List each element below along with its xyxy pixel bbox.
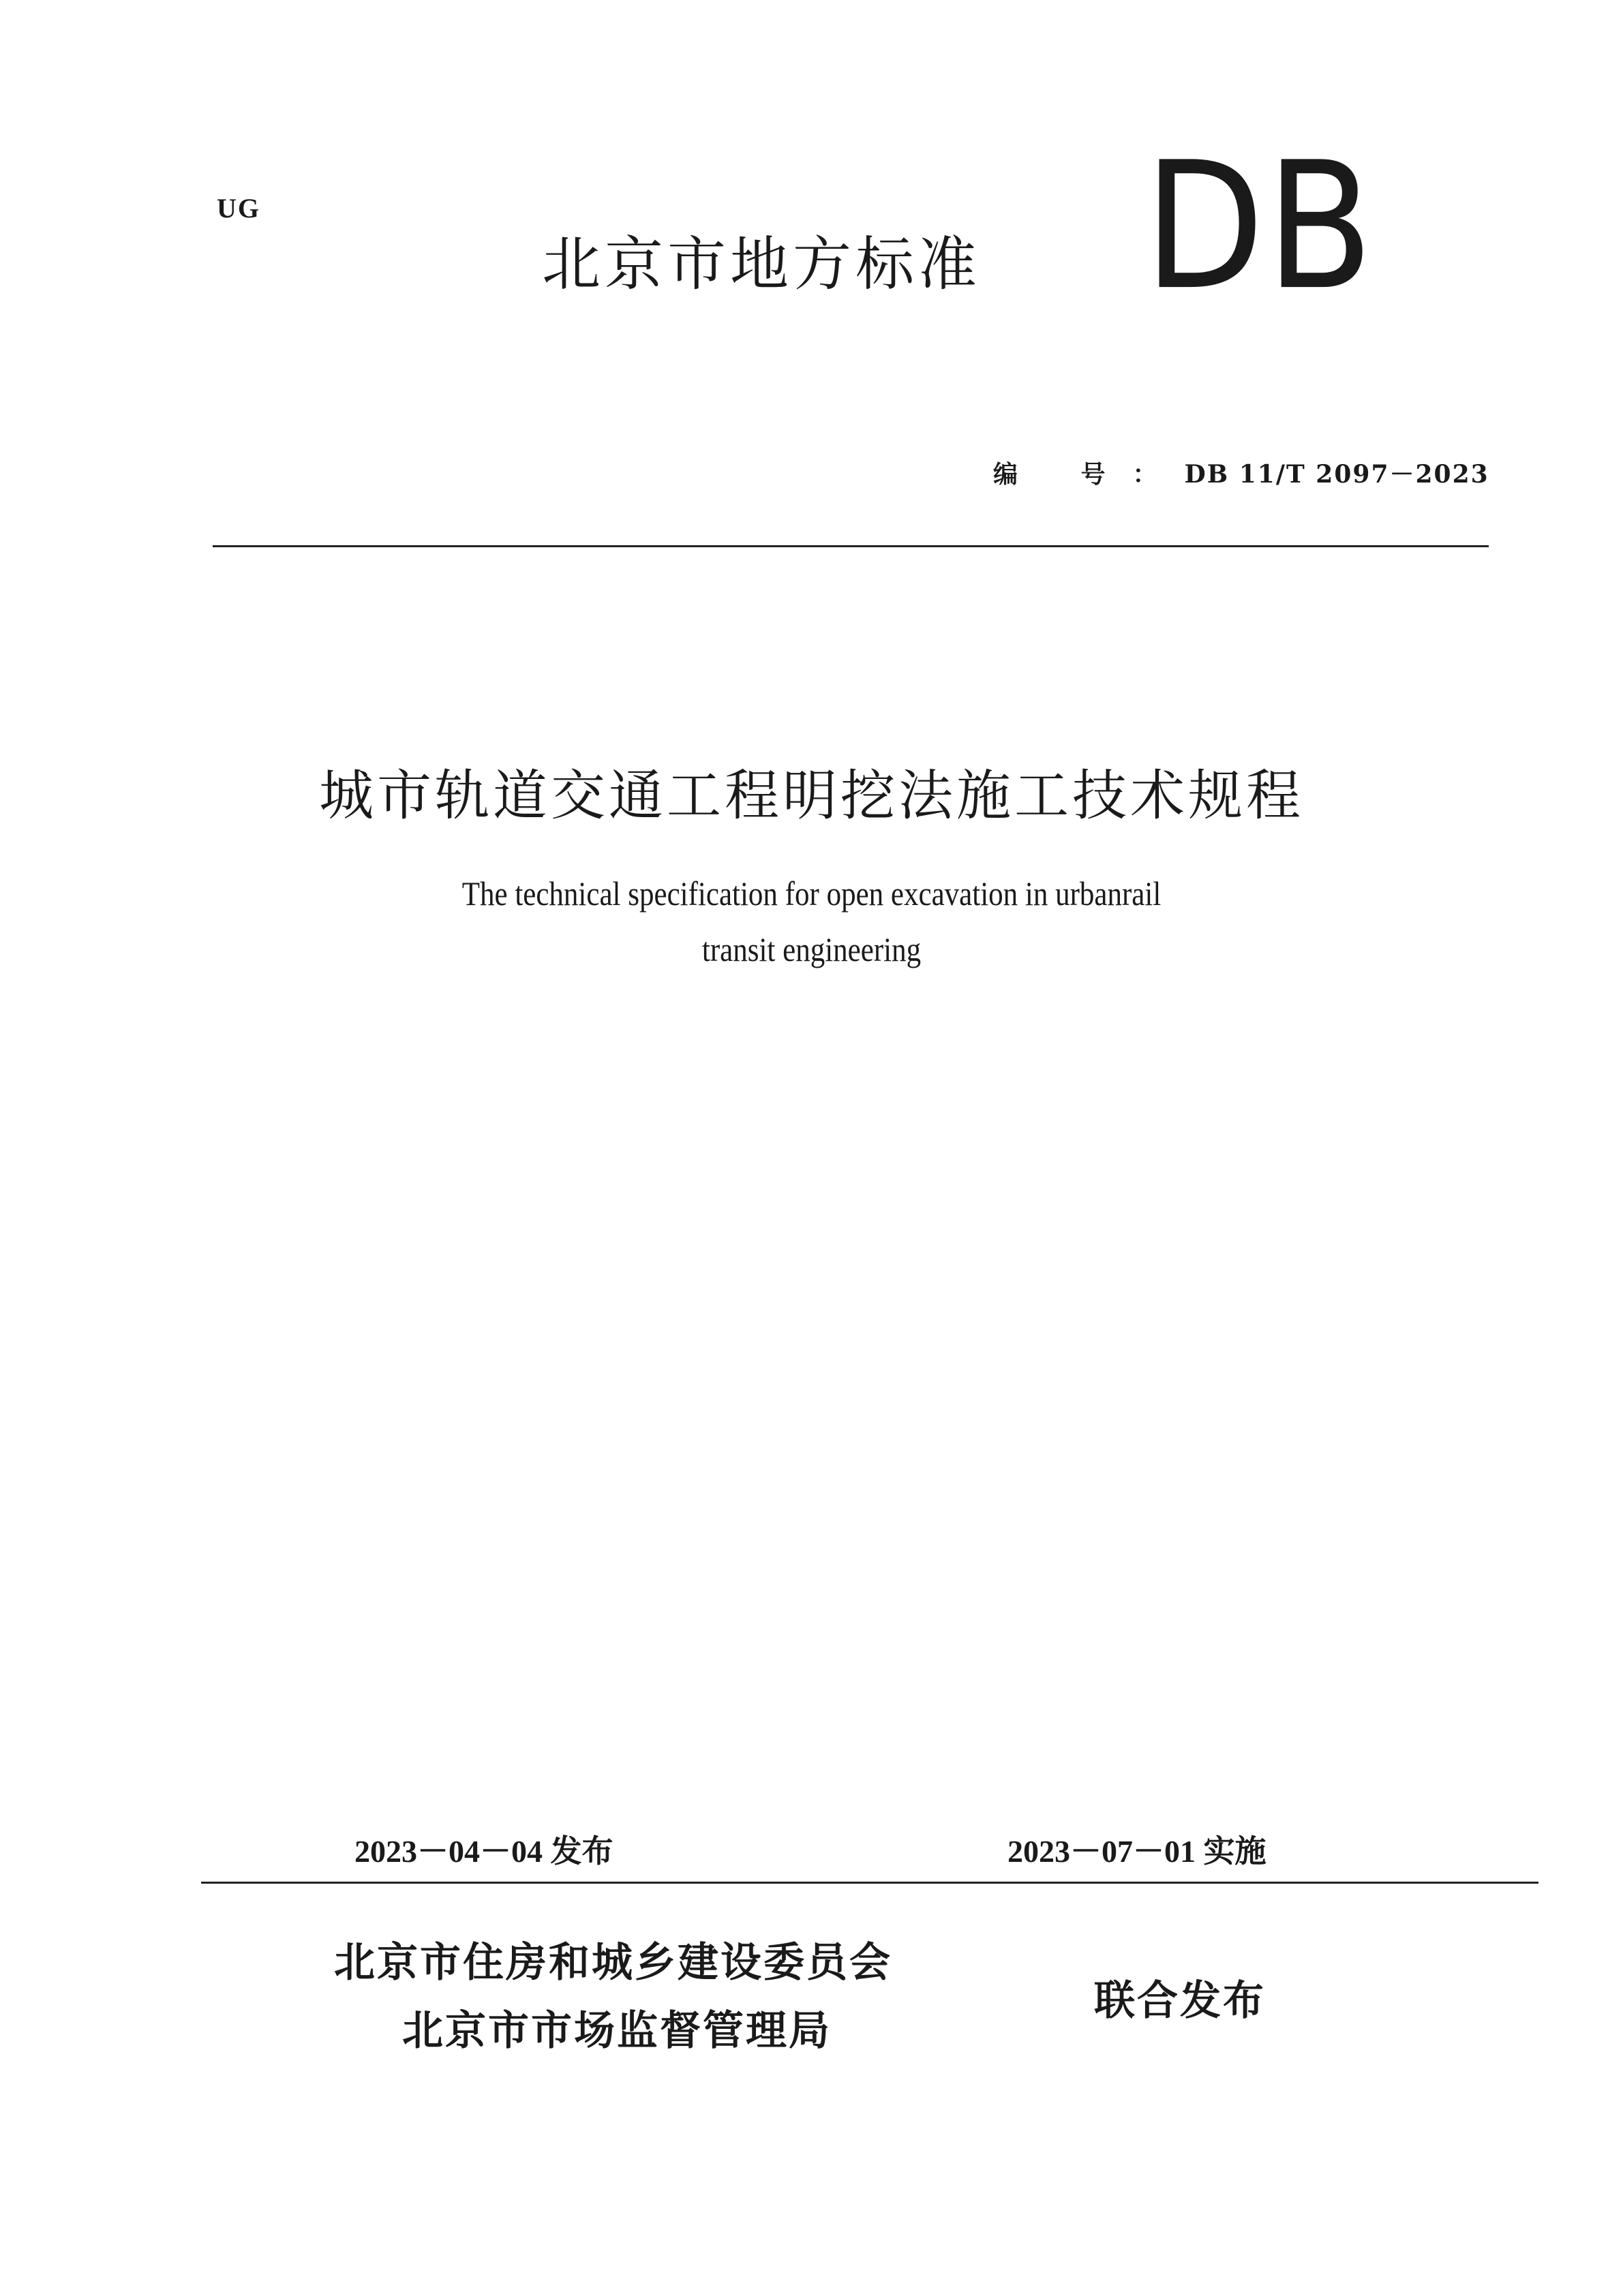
standard-number-label: 编 号： xyxy=(993,460,1185,489)
english-title-line-1: The technical specification for open excavation in urbanrail xyxy=(461,874,1162,913)
issuer-housing-commission: 北京市住房和城乡建设委员会 xyxy=(334,1939,892,1987)
english-title-line-2: transit engineering xyxy=(701,930,922,968)
bottom-divider xyxy=(201,1882,1538,1884)
document-title-english xyxy=(114,866,1510,977)
document-title-chinese: 城市轨道交通工程明挖法施工技术规程 xyxy=(319,764,1304,827)
issuer-market-regulation: 北京市市场监督管理局 xyxy=(402,2007,832,2055)
ics-code: UG xyxy=(217,193,260,224)
implementation-date: 2023－07－01 实施 xyxy=(1007,1834,1266,1869)
publish-date: 2023－04－04 发布 xyxy=(354,1834,613,1869)
top-divider xyxy=(213,545,1489,547)
standard-number-value: DB 11/T 2097－2023 xyxy=(1184,460,1489,489)
standard-category: 北京市地方标准 xyxy=(542,230,981,299)
standard-number xyxy=(993,455,1489,490)
db-logo: DB xyxy=(1144,125,1375,329)
joint-release-label: 联合发布 xyxy=(1094,1977,1266,2025)
